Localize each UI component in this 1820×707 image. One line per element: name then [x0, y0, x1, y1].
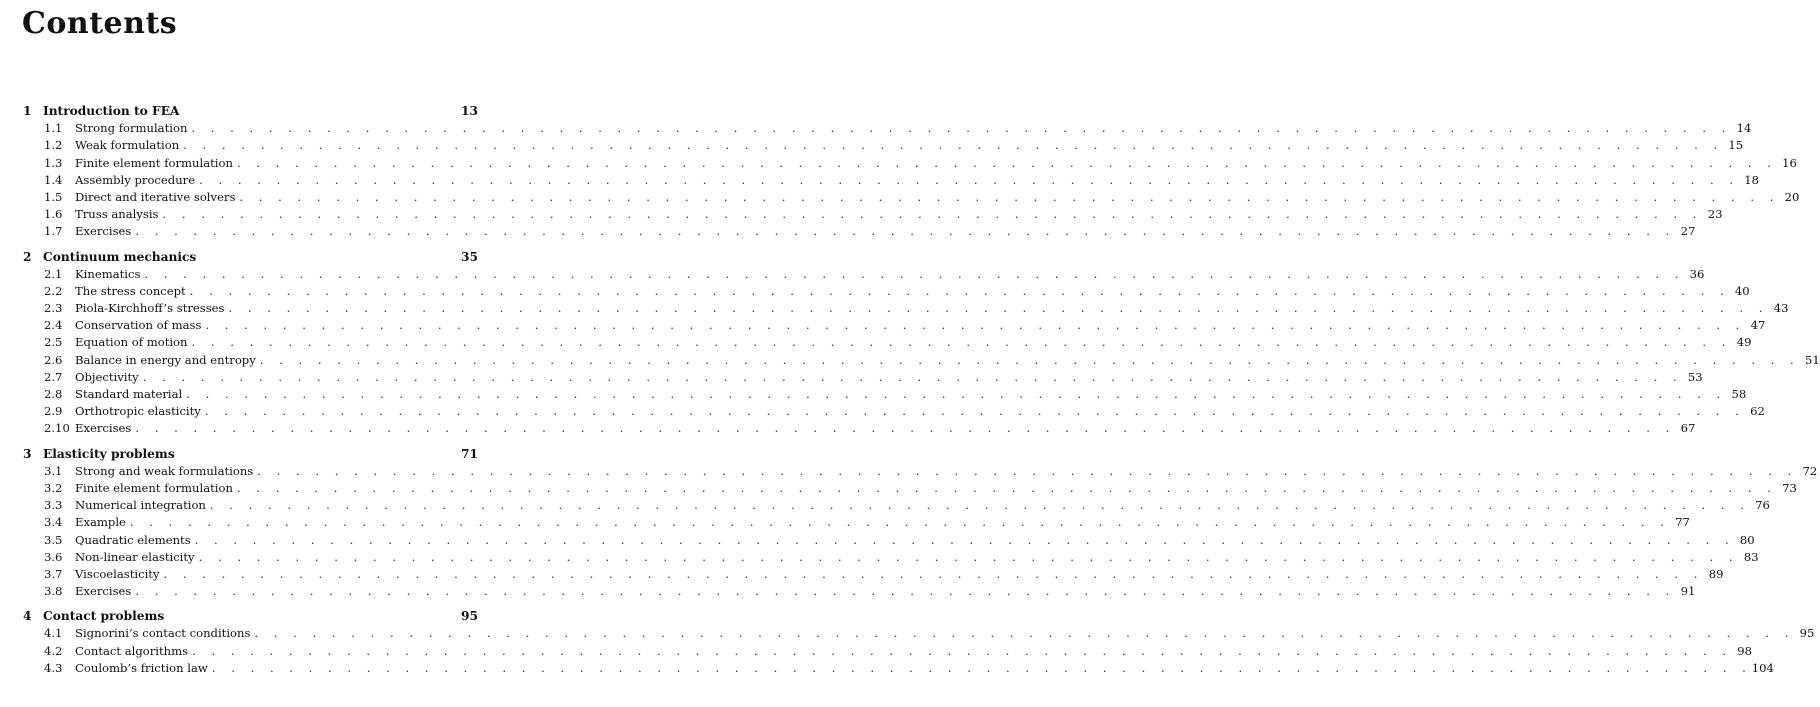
section-page-number: 80 [1739, 532, 1755, 547]
chapter-entry[interactable] [23, 249, 478, 266]
section-number: 1.7 [44, 224, 63, 239]
section-page-number: 14 [1736, 121, 1752, 136]
section-entry[interactable] [23, 369, 1703, 386]
dot-leader: . . . . . . . . . . . . . . . . . . . . . . . . . . . . . . . . . . . . . . . . . . . . . . . . . . . . . . . . . . . . . . . . . . . . . . . . . . . . . . . . [198, 549, 1739, 564]
section-number: 2.10 [44, 421, 70, 436]
section-page-number: 89 [1708, 566, 1724, 581]
dot-leader: . . . . . . . . . . . . . . . . . . . . . . . . . . . . . . . . . . . . . . . . . . . . . . . . . . . . . . . . . . . . . . . . . . . . . . . . . . . . . . . . [183, 138, 1724, 153]
section-number: 3.3 [44, 498, 63, 513]
dot-leader: . . . . . . . . . . . . . . . . . . . . . . . . . . . . . . . . . . . . . . . . . . . . . . . . . . . . . . . . . . . . . . . . . . . . . . . . . . . . . . . . [135, 224, 1676, 239]
section-number: 3.8 [44, 584, 63, 599]
section-number: 2.2 [44, 283, 63, 298]
section-page-number: 27 [1680, 224, 1696, 239]
section-page-number: 43 [1773, 301, 1789, 316]
dot-leader: . . . . . . . . . . . . . . . . . . . . . . . . . . . . . . . . . . . . . . . . . . . . . . . . . . . . . . . . . . . . . . . . . . . . . . . . . . . . . . . . [239, 189, 1780, 204]
section-entry[interactable] [23, 403, 1765, 420]
section-title: Example [75, 515, 126, 530]
section-entry[interactable] [23, 532, 1755, 549]
section-title: Finite element formulation [75, 480, 233, 495]
dot-leader: . . . . . . . . . . . . . . . . . . . . . . . . . . . . . . . . . . . . . . . . . . . . . . . . . . . . . . . . . . . . . . . . . . . . . . . . . . . . . . . . [189, 283, 1730, 298]
section-page-number: 95 [1799, 626, 1815, 641]
section-page-number: 47 [1750, 318, 1766, 333]
section-number: 3.5 [44, 532, 63, 547]
dot-leader: . . . . . . . . . . . . . . . . . . . . . . . . . . . . . . . . . . . . . . . . . . . . . . . . . . . . . . . . . . . . . . . . . . . . . . . . . . . . . . . . [135, 584, 1676, 599]
chapter-title: Introduction to FEA [43, 104, 180, 118]
chapter-number: 3 [23, 446, 32, 461]
section-page-number: 18 [1744, 172, 1760, 187]
chapter-title: Elasticity problems [43, 446, 175, 461]
section-number: 1.6 [44, 207, 63, 222]
section-page-number: 36 [1689, 266, 1705, 281]
section-page-number: 77 [1675, 515, 1690, 530]
section-number: 3.6 [44, 549, 63, 564]
chapter-entry[interactable] [23, 608, 478, 625]
section-page-number: 62 [1750, 404, 1765, 419]
section-title: Conservation of mass [75, 318, 202, 333]
section-page-number: 73 [1782, 480, 1797, 495]
section-title: Contact algorithms [75, 643, 189, 658]
section-entry[interactable] [23, 120, 1752, 137]
section-number: 2.6 [44, 352, 63, 367]
chapter-number: 2 [23, 249, 32, 264]
section-entry[interactable] [23, 137, 1744, 154]
dot-leader: . . . . . . . . . . . . . . . . . . . . . . . . . . . . . . . . . . . . . . . . . . . . . . . . . . . . . . . . . . . . . . . . . . . . . . . . . . . . . . . . [135, 421, 1676, 436]
chapter-page-number: 71 [461, 446, 478, 461]
section-title: Equation of motion [75, 335, 188, 350]
dot-leader: . . . . . . . . . . . . . . . . . . . . . . . . . . . . . . . . . . . . . . . . . . . . . . . . . . . . . . . . . . . . . . . . . . . . . . . . . . . . . . . . [228, 301, 1769, 316]
section-entry[interactable] [23, 352, 1820, 369]
chapter-number: 4 [23, 609, 32, 624]
dot-leader: . . . . . . . . . . . . . . . . . . . . . . . . . . . . . . . . . . . . . . . . . . . . . . . . . . . . . . . . . . . . . . . . . . . . . . . . . . . . . . . . [191, 335, 1732, 350]
chapter-block [23, 608, 1815, 677]
section-number: 2.4 [44, 318, 63, 333]
section-title: Standard material [75, 387, 183, 401]
section-number: 3.4 [44, 515, 63, 530]
section-number: 3.1 [44, 463, 63, 478]
chapter-page-number: 95 [461, 609, 478, 624]
section-number: 4.1 [44, 626, 63, 641]
section-title: Orthotropic elasticity [75, 404, 201, 419]
section-number: 1.1 [44, 121, 63, 136]
section-page-number: 76 [1755, 498, 1770, 513]
section-entry[interactable] [23, 223, 1696, 240]
section-number: 4.3 [44, 660, 63, 675]
section-entry[interactable] [23, 660, 1774, 677]
section-title: Weak formulation [75, 138, 180, 153]
dot-leader: . . . . . . . . . . . . . . . . . . . . . . . . . . . . . . . . . . . . . . . . . . . . . . . . . . . . . . . . . . . . . . . . . . . . . . . . . . . . . . . . [142, 369, 1683, 384]
section-entry[interactable] [23, 317, 1766, 334]
section-page-number: 49 [1736, 335, 1752, 350]
section-title: Numerical integration [75, 498, 206, 513]
section-entry[interactable] [23, 189, 1800, 206]
section-entry[interactable] [23, 497, 1770, 514]
table-of-contents [23, 103, 1820, 677]
section-number: 1.5 [44, 189, 63, 204]
section-title: Signorini’s contact conditions [75, 626, 251, 641]
dot-leader: . . . . . . . . . . . . . . . . . . . . . . . . . . . . . . . . . . . . . . . . . . . . . . . . . . . . . . . . . . . . . . . . . . . . . . . . . . . . . . . . [205, 318, 1746, 333]
section-number: 3.2 [44, 480, 63, 495]
section-title: Exercises [75, 224, 132, 239]
dot-leader: . . . . . . . . . . . . . . . . . . . . . . . . . . . . . . . . . . . . . . . . . . . . . . . . . . . . . . . . . . . . . . . . . . . . . . . . . . . . . . . . [144, 266, 1685, 281]
section-title: Strong formulation [75, 121, 188, 136]
chapter-page-number: 35 [461, 249, 478, 264]
section-page-number: 98 [1737, 643, 1753, 658]
section-page-number: 40 [1734, 283, 1750, 298]
chapter-title: Continuum mechanics [43, 249, 197, 264]
section-entry[interactable] [23, 266, 1705, 283]
chapter-block [23, 249, 1820, 438]
chapter-title: Contact problems [43, 609, 165, 624]
section-number: 1.2 [44, 138, 63, 153]
section-entry[interactable] [23, 283, 1750, 300]
section-page-number: 16 [1782, 155, 1797, 170]
section-number: 1.4 [44, 172, 63, 187]
section-page-number: 15 [1728, 138, 1744, 153]
dot-leader: . . . . . . . . . . . . . . . . . . . . . . . . . . . . . . . . . . . . . . . . . . . . . . . . . . . . . . . . . . . . . . . . . . . . . . . . . . . . . . . . [163, 566, 1704, 581]
section-page-number: 53 [1687, 369, 1703, 384]
dot-leader: . . . . . . . . . . . . . . . . . . . . . . . . . . . . . . . . . . . . . . . . . . . . . . . . . . . . . . . . . . . . . . . . . . . . . . . . . . . . . . . . [209, 498, 1750, 513]
section-page-number: 51 [1804, 352, 1820, 367]
chapter-entry[interactable] [23, 446, 478, 463]
section-entry[interactable] [23, 155, 1797, 172]
section-title: Finite element formulation [75, 155, 233, 170]
section-entry[interactable] [23, 549, 1759, 566]
section-entry[interactable] [23, 643, 1753, 660]
section-title: Exercises [75, 584, 132, 599]
section-number: 4.2 [44, 643, 63, 658]
dot-leader: . . . . . . . . . . . . . . . . . . . . . . . . . . . . . . . . . . . . . . . . . . . . . . . . . . . . . . . . . . . . . . . . . . . . . . . . . . . . . . . . [162, 207, 1703, 222]
section-title: Objectivity [75, 369, 139, 384]
dot-leader: . . . . . . . . . . . . . . . . . . . . . . . . . . . . . . . . . . . . . . . . . . . . . . . . . . . . . . . . . . . . . . . . . . . . . . . . . . . . . . . . [194, 532, 1735, 547]
dot-leader: . . . . . . . . . . . . . . . . . . . . . . . . . . . . . . . . . . . . . . . . . . . . . . . . . . . . . . . . . . . . . . . . . . . . . . . . . . . . . . . . [191, 121, 1732, 136]
chapter-block [23, 446, 1818, 601]
section-page-number: 20 [1784, 189, 1800, 204]
section-title: Direct and iterative solvers [75, 189, 236, 204]
section-entry[interactable] [23, 300, 1789, 317]
section-entry[interactable] [23, 386, 1747, 403]
dot-leader: . . . . . . . . . . . . . . . . . . . . . . . . . . . . . . . . . . . . . . . . . . . . . . . . . . . . . . . . . . . . . . . . . . . . . . . . . . . . . . . . [186, 387, 1727, 401]
section-number: 2.8 [44, 387, 63, 401]
section-title: Coulomb’s friction law [75, 660, 208, 675]
section-page-number: 104 [1751, 660, 1774, 675]
dot-leader: . . . . . . . . . . . . . . . . . . . . . . . . . . . . . . . . . . . . . . . . . . . . . . . . . . . . . . . . . . . . . . . . . . . . . . . . . . . . . . . . [199, 172, 1740, 187]
section-entry[interactable] [23, 420, 1696, 437]
section-number: 2.7 [44, 369, 63, 384]
section-number: 1.3 [44, 155, 63, 170]
dot-leader: . . . . . . . . . . . . . . . . . . . . . . . . . . . . . . . . . . . . . . . . . . . . . . . . . . . . . . . . . . . . . . . . . . . . . . . . . . . . . . . . [259, 352, 1800, 367]
section-title: Truss analysis [75, 207, 159, 222]
chapter-page-number: 13 [461, 104, 478, 118]
page-title: Contents [22, 6, 178, 41]
section-entry[interactable] [23, 206, 1723, 223]
section-number: 2.1 [44, 266, 63, 281]
dot-leader: . . . . . . . . . . . . . . . . . . . . . . . . . . . . . . . . . . . . . . . . . . . . . . . . . . . . . . . . . . . . . . . . . . . . . . . . . . . . . . . . [129, 515, 1670, 530]
dot-leader: . . . . . . . . . . . . . . . . . . . . . . . . . . . . . . . . . . . . . . . . . . . . . . . . . . . . . . . . . . . . . . . . . . . . . . . . . . . . . . . . [254, 626, 1795, 641]
section-page-number: 58 [1731, 387, 1747, 401]
section-title: The stress concept [75, 283, 186, 298]
section-page-number: 23 [1707, 207, 1723, 222]
section-number: 2.9 [44, 404, 63, 419]
section-entry[interactable] [23, 514, 1690, 531]
dot-leader: . . . . . . . . . . . . . . . . . . . . . . . . . . . . . . . . . . . . . . . . . . . . . . . . . . . . . . . . . . . . . . . . . . . . . . . . . . . . . . . . [211, 660, 1752, 675]
section-title: Piola-Kirchhoff’s stresses [75, 301, 225, 316]
section-page-number: 91 [1680, 584, 1696, 599]
section-number: 2.3 [44, 301, 63, 316]
section-number: 2.5 [44, 335, 63, 350]
dot-leader: . . . . . . . . . . . . . . . . . . . . . . . . . . . . . . . . . . . . . . . . . . . . . . . . . . . . . . . . . . . . . . . . . . . . . . . . . . . . . . . . [236, 155, 1777, 170]
section-page-number: 83 [1743, 549, 1759, 564]
section-entry[interactable] [23, 334, 1752, 351]
section-title: Balance in energy and entropy [75, 352, 256, 367]
section-entry[interactable] [23, 583, 1696, 600]
section-title: Non-linear elasticity [75, 549, 195, 564]
section-entry[interactable] [23, 480, 1797, 497]
section-title: Kinematics [75, 266, 141, 281]
section-entry[interactable] [23, 566, 1724, 583]
chapter-number: 1 [23, 104, 32, 118]
section-page-number: 67 [1680, 421, 1696, 436]
chapter-entry[interactable] [23, 103, 478, 120]
dot-leader: . . . . . . . . . . . . . . . . . . . . . . . . . . . . . . . . . . . . . . . . . . . . . . . . . . . . . . . . . . . . . . . . . . . . . . . . . . . . . . . . [236, 480, 1777, 495]
section-number: 3.7 [44, 566, 63, 581]
section-title: Viscoelasticity [75, 566, 160, 581]
section-entry[interactable] [23, 463, 1818, 480]
chapter-block [23, 103, 1800, 241]
section-entry[interactable] [23, 625, 1815, 642]
section-title: Strong and weak formulations [75, 463, 254, 478]
section-title: Assembly procedure [75, 172, 196, 187]
section-entry[interactable] [23, 172, 1760, 189]
section-title: Quadratic elements [75, 532, 191, 547]
section-title: Exercises [75, 421, 132, 436]
dot-leader: . . . . . . . . . . . . . . . . . . . . . . . . . . . . . . . . . . . . . . . . . . . . . . . . . . . . . . . . . . . . . . . . . . . . . . . . . . . . . . . . [192, 643, 1733, 658]
section-page-number: 72 [1802, 463, 1818, 478]
dot-leader: . . . . . . . . . . . . . . . . . . . . . . . . . . . . . . . . . . . . . . . . . . . . . . . . . . . . . . . . . . . . . . . . . . . . . . . . . . . . . . . . [204, 404, 1745, 419]
dot-leader: . . . . . . . . . . . . . . . . . . . . . . . . . . . . . . . . . . . . . . . . . . . . . . . . . . . . . . . . . . . . . . . . . . . . . . . . . . . . . . . . [257, 463, 1798, 478]
